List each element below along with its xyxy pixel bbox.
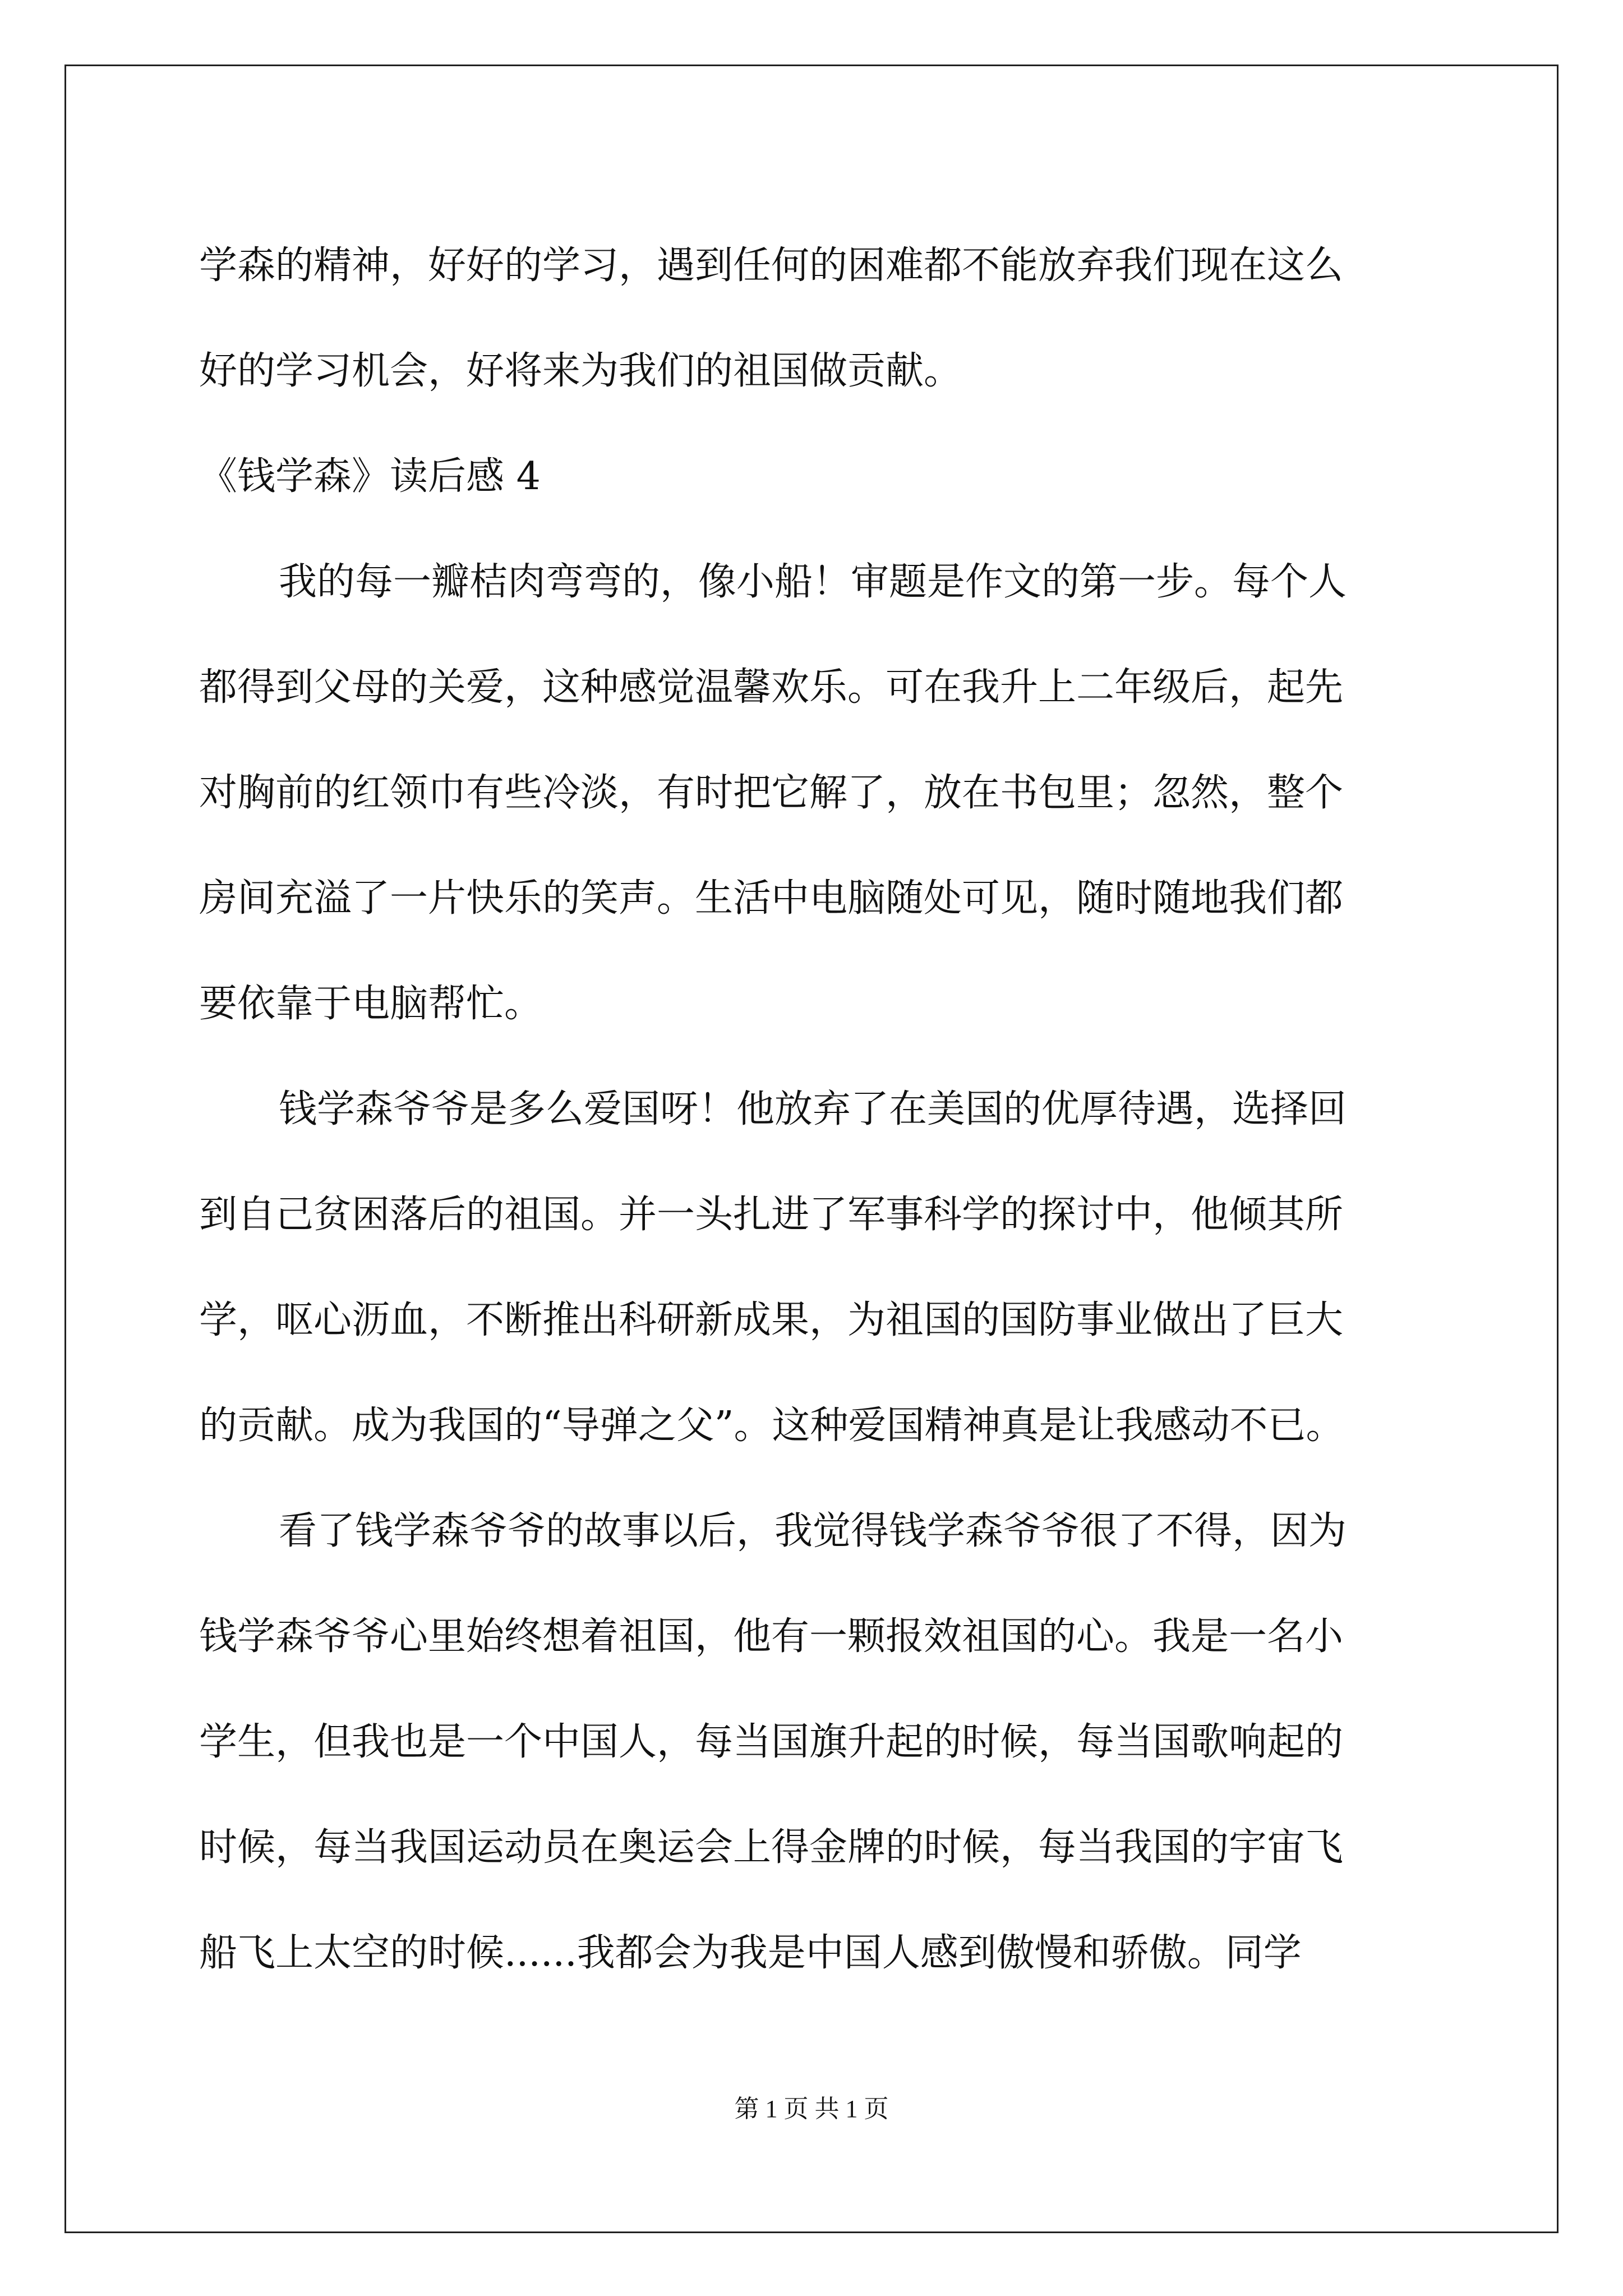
text-line: 船飞上太空的时候......我都会为我是中国人感到傲慢和骄傲。同学 [199, 1931, 1302, 1975]
text-line: 到自己贫困落后的祖国。并一头扎进了军事科学的探讨中，他倾其所 [199, 1193, 1344, 1237]
text-line: 学生，但我也是一个中国人，每当国旗升起的时候，每当国歌响起的 [199, 1720, 1344, 1764]
text-line: 对胸前的红领巾有些冷淡，有时把它解了，放在书包里；忽然，整个 [199, 771, 1344, 815]
page-number-footer: 第 1 页 共 1 页 [734, 2095, 889, 2123]
text-line: 好的学习机会，好将来为我们的祖国做贡献。 [199, 349, 962, 393]
section-heading: 《钱学森》读后感 4 [199, 454, 541, 499]
document-body [199, 213, 1433, 2006]
text-line: 学森的精神，好好的学习，遇到任何的困难都不能放弃我们现在这么 [199, 243, 1344, 288]
text-line: 要依靠于电脑帮忙。 [199, 982, 543, 1026]
text-line: 时候，每当我国运动员在奥运会上得金牌的时候，每当我国的宇宙飞 [199, 1825, 1344, 1870]
text-line: 钱学森爷爷是多么爱国呀！他放弃了在美国的优厚待遇，选择回 [279, 1087, 1347, 1131]
text-line: 我的每一瓣桔肉弯弯的，像小船！审题是作文的第一步。每个人 [279, 560, 1347, 604]
text-line: 房间充溢了一片快乐的笑声。生活中电脑随处可见，随时随地我们都 [199, 876, 1344, 921]
text-line: 都得到父母的关爱，这种感觉温馨欢乐。可在我升上二年级后，起先 [199, 665, 1344, 710]
text-line: 钱学森爷爷心里始终想着祖国，他有一颗报效祖国的心。我是一名小 [199, 1614, 1344, 1659]
text-line: 的贡献。成为我国的“导弹之父”。这种爱国精神真是让我感动不已。 [199, 1404, 1344, 1448]
text-line: 学，呕心沥血，不断推出科研新成果，为祖国的国防事业做出了巨大 [199, 1298, 1344, 1342]
text-line: 看了钱学森爷爷的故事以后，我觉得钱学森爷爷很了不得，因为 [279, 1509, 1347, 1553]
